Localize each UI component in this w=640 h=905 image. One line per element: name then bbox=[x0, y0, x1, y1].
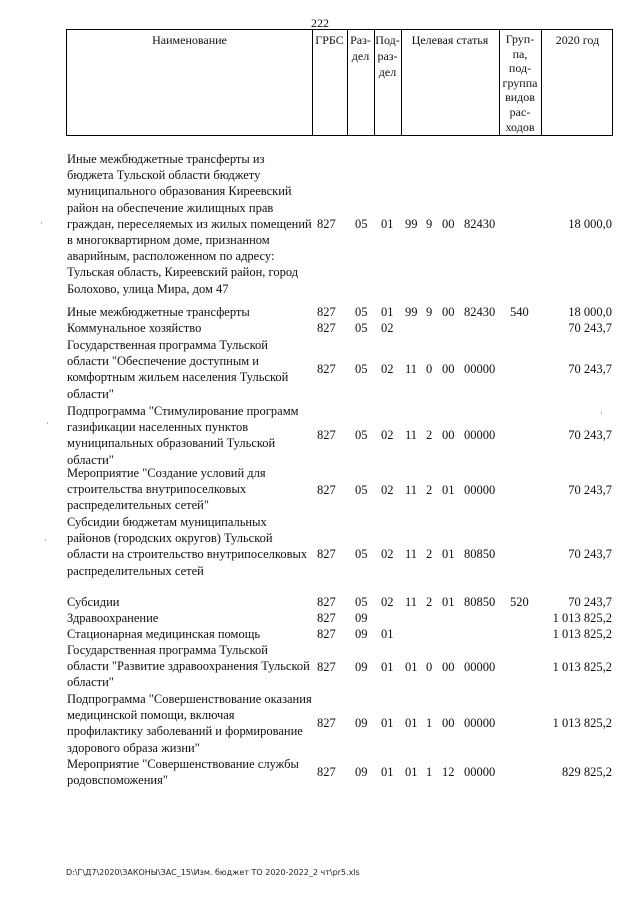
cell-podrazdel: 02 bbox=[381, 428, 394, 442]
cell-target-4: 80850 bbox=[464, 595, 496, 609]
cell-target-2: 9 bbox=[426, 217, 433, 231]
header-podrazdel: Под- раз- дел bbox=[375, 33, 400, 79]
row-name: Субсидии бюджетам муниципальных районов (городских округов) Тульской области на строительство внутрипоселковых распределительных сетей bbox=[67, 515, 308, 578]
page-number: 222 bbox=[311, 16, 329, 30]
cell-target-2: 2 bbox=[426, 483, 433, 497]
cell-sum: 70 243,7 bbox=[568, 547, 612, 561]
header-target: Целевая статья bbox=[411, 33, 489, 47]
cell-target-3: 00 bbox=[442, 217, 455, 231]
scan-mark: · bbox=[40, 218, 43, 228]
cell-grbs: 827 bbox=[317, 660, 336, 674]
cell-razdel: 05 bbox=[355, 305, 368, 319]
cell-target-4: 00000 bbox=[464, 428, 496, 442]
cell-podrazdel: 01 bbox=[381, 765, 394, 779]
cell-podrazdel: 01 bbox=[381, 716, 394, 730]
cell-target-3: 00 bbox=[442, 305, 455, 319]
cell-grbs: 827 bbox=[317, 428, 336, 442]
cell-target-4: 00000 bbox=[464, 362, 496, 376]
scan-mark: · bbox=[44, 535, 47, 545]
cell-razdel: 09 bbox=[355, 660, 368, 674]
cell-grbs: 827 bbox=[317, 305, 336, 319]
row-name: Подпрограмма "Совершенствование оказания медицинской помощи, включая профилактику заболеваний и формирование здорового образа жизни" bbox=[67, 692, 312, 755]
row-name: Мероприятие "Создание условий для строительства внутрипоселковых распределительных сетей" bbox=[67, 466, 266, 513]
cell-target-1: 01 bbox=[405, 660, 418, 674]
cell-grbs: 827 bbox=[317, 483, 336, 497]
cell-podrazdel: 02 bbox=[381, 595, 394, 609]
cell-target-4: 80850 bbox=[464, 547, 496, 561]
row-name: Иные межбюджетные трансферты bbox=[67, 305, 250, 319]
cell-sum: 18 000,0 bbox=[568, 305, 612, 319]
header-razdel: Раз- дел bbox=[350, 33, 371, 63]
cell-razdel: 05 bbox=[355, 428, 368, 442]
cell-grbs: 827 bbox=[317, 716, 336, 730]
cell-sum: 1 013 825,2 bbox=[552, 611, 612, 625]
cell-grbs: 827 bbox=[317, 627, 336, 641]
cell-group: 520 bbox=[510, 595, 529, 609]
cell-target-1: 01 bbox=[405, 765, 418, 779]
cell-target-1: 99 bbox=[405, 305, 418, 319]
header-name: Наименование bbox=[152, 33, 227, 47]
cell-podrazdel: 01 bbox=[381, 305, 394, 319]
cell-target-1: 11 bbox=[405, 362, 418, 376]
cell-target-2: 1 bbox=[426, 716, 433, 730]
cell-target-3: 12 bbox=[442, 765, 455, 779]
cell-target-3: 01 bbox=[442, 483, 455, 497]
cell-target-1: 99 bbox=[405, 217, 418, 231]
cell-sum: 1 013 825,2 bbox=[552, 660, 612, 674]
cell-grbs: 827 bbox=[317, 611, 336, 625]
cell-sum: 70 243,7 bbox=[568, 321, 612, 335]
cell-razdel: 09 bbox=[355, 611, 368, 625]
cell-target-4: 82430 bbox=[464, 305, 496, 319]
cell-target-2: 2 bbox=[426, 595, 433, 609]
cell-target-4: 82430 bbox=[464, 217, 496, 231]
cell-target-1: 01 bbox=[405, 716, 418, 730]
cell-target-3: 01 bbox=[442, 547, 455, 561]
row-name: Иные межбюджетные трансферты из бюджета Тульской области бюджету муниципального образования Киреевский район на обеспечение жилищных прав граждан, переселяемых из жилых помещений в многоквартирном доме, признанном аварийным, расположенном по адресу: Тульская область, Киреевский район, город Болохово, улица Мира, дом 47 bbox=[67, 152, 312, 296]
cell-target-2: 2 bbox=[426, 428, 433, 442]
header-year: 2020 год bbox=[555, 33, 600, 47]
cell-razdel: 05 bbox=[355, 595, 368, 609]
header-group: Груп- па, под- группа видов рас- ходов bbox=[502, 32, 538, 134]
cell-target-2: 1 bbox=[426, 765, 433, 779]
cell-grbs: 827 bbox=[317, 765, 336, 779]
cell-razdel: 05 bbox=[355, 362, 368, 376]
cell-podrazdel: 02 bbox=[381, 321, 394, 335]
row-name: Субсидии bbox=[67, 595, 120, 609]
cell-target-2: 9 bbox=[426, 305, 433, 319]
cell-target-4: 00000 bbox=[464, 716, 496, 730]
cell-razdel: 05 bbox=[355, 483, 368, 497]
cell-sum: 70 243,7 bbox=[568, 483, 612, 497]
cell-target-1: 11 bbox=[405, 428, 418, 442]
cell-razdel: 05 bbox=[355, 547, 368, 561]
file-path-footer: D:\Г\Д7\2020\ЗАКОНЫ\ЗАС_15\Изм. бюджет ТО 2020-2022_2 чт\pr5.xls bbox=[66, 868, 360, 877]
cell-target-2: 0 bbox=[426, 362, 433, 376]
cell-podrazdel: 02 bbox=[381, 362, 394, 376]
cell-razdel: 09 bbox=[355, 716, 368, 730]
cell-target-4: 00000 bbox=[464, 765, 496, 779]
cell-sum: 1 013 825,2 bbox=[552, 627, 612, 641]
table-header bbox=[66, 29, 613, 136]
cell-razdel: 05 bbox=[355, 217, 368, 231]
cell-podrazdel: 02 bbox=[381, 547, 394, 561]
cell-podrazdel: 01 bbox=[381, 217, 394, 231]
cell-target-3: 00 bbox=[442, 428, 455, 442]
cell-target-3: 00 bbox=[442, 716, 455, 730]
cell-target-2: 2 bbox=[426, 547, 433, 561]
cell-sum: 70 243,7 bbox=[568, 428, 612, 442]
cell-target-4: 00000 bbox=[464, 660, 496, 674]
cell-grbs: 827 bbox=[317, 595, 336, 609]
cell-target-3: 01 bbox=[442, 595, 455, 609]
cell-grbs: 827 bbox=[317, 362, 336, 376]
cell-grbs: 827 bbox=[317, 217, 336, 231]
cell-sum: 18 000,0 bbox=[568, 217, 612, 231]
cell-razdel: 09 bbox=[355, 627, 368, 641]
cell-target-4: 00000 bbox=[464, 483, 496, 497]
row-name: Подпрограмма "Стимулирование программ газификации населенных пунктов муниципальных образований Тульской области" bbox=[67, 404, 299, 467]
cell-razdel: 05 bbox=[355, 321, 368, 335]
row-name: Здравоохранение bbox=[67, 611, 159, 625]
cell-podrazdel: 01 bbox=[381, 660, 394, 674]
row-name: Государственная программа Тульской области "Развитие здравоохранения Тульской области" bbox=[67, 643, 310, 690]
cell-podrazdel: 02 bbox=[381, 483, 394, 497]
cell-grbs: 827 bbox=[317, 547, 336, 561]
cell-group: 540 bbox=[510, 305, 529, 319]
cell-sum: 1 013 825,2 bbox=[552, 716, 612, 730]
cell-sum: 829 825,2 bbox=[562, 765, 612, 779]
cell-target-1: 11 bbox=[405, 595, 418, 609]
cell-sum: 70 243,7 bbox=[568, 362, 612, 376]
cell-target-3: 00 bbox=[442, 362, 455, 376]
cell-podrazdel: 01 bbox=[381, 627, 394, 641]
row-name: Стационарная медицинская помощь bbox=[67, 627, 261, 641]
cell-grbs: 827 bbox=[317, 321, 336, 335]
cell-target-1: 11 bbox=[405, 483, 418, 497]
row-name: Коммунальное хозяйство bbox=[67, 321, 202, 335]
cell-target-2: 0 bbox=[426, 660, 433, 674]
cell-target-1: 11 bbox=[405, 547, 418, 561]
scan-mark: · bbox=[600, 408, 603, 418]
cell-target-3: 00 bbox=[442, 660, 455, 674]
cell-razdel: 09 bbox=[355, 765, 368, 779]
scan-mark: · bbox=[46, 418, 49, 428]
row-name: Государственная программа Тульской области "Обеспечение доступным и комфортным жильем населения Тульской области" bbox=[67, 338, 289, 401]
header-grbs: ГРБС bbox=[315, 33, 344, 47]
row-name: Мероприятие "Совершенствование службы родовспоможения" bbox=[67, 757, 299, 788]
table-row bbox=[0, 151, 640, 297]
cell-sum: 70 243,7 bbox=[568, 595, 612, 609]
